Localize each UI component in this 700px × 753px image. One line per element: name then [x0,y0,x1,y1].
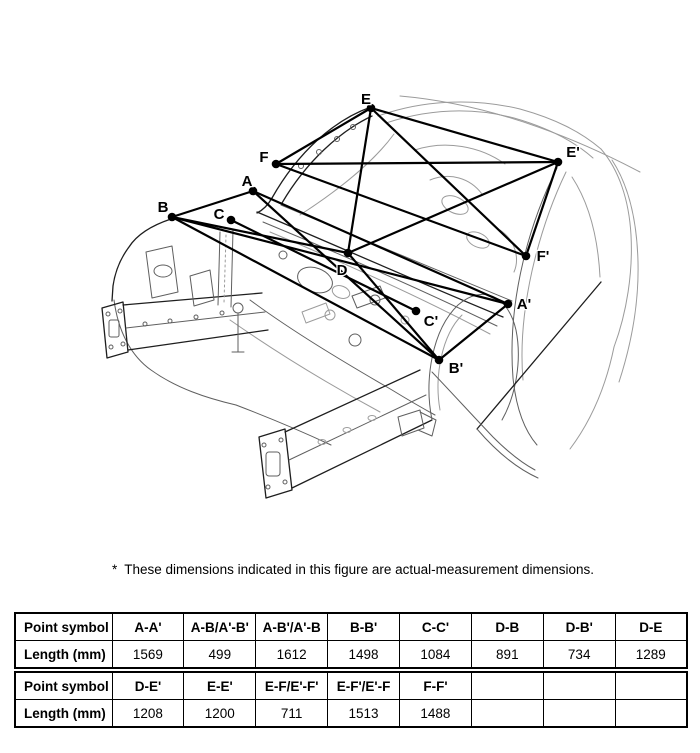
cell-symbols-3: E-F'/E'-F [328,672,400,700]
cell-lengths-2: 711 [256,700,328,728]
row-header: Point symbol [15,672,112,700]
dimension-tables [14,612,688,728]
cell-lengths-1: 1200 [184,700,256,728]
point-label-bp: B' [448,360,464,377]
measure-line-d-e [348,108,371,253]
table-row-lengths [15,641,687,669]
point-label-ep: E' [566,144,580,161]
figure-note [112,562,594,577]
cell-lengths-0: 1569 [112,641,184,669]
point-label-e: E [360,91,372,108]
cell-lengths-7 [615,700,687,728]
cell-symbols-4: C-C' [400,613,472,641]
cell-symbols-1: A-B/A'-B' [184,613,256,641]
dimension-table-1 [14,612,688,669]
point-dot-f [272,160,281,169]
cell-lengths-7: 1289 [615,641,687,669]
cell-lengths-4: 1488 [400,700,472,728]
measure-line-ep-f [276,162,558,164]
point-dot-c [227,216,236,225]
cell-symbols-0: D-E' [112,672,184,700]
cell-lengths-6: 734 [543,641,615,669]
row-header: Length (mm) [15,700,112,728]
cell-symbols-5 [471,672,543,700]
point-dot-d [344,249,353,258]
cell-lengths-5: 891 [471,641,543,669]
measure-line-d-ep [348,162,558,253]
table-row-symbols [15,672,687,700]
cell-symbols-1: E-E' [184,672,256,700]
cell-lengths-6 [543,700,615,728]
point-label-c: C [213,206,225,223]
point-label-a: A [241,173,253,190]
cell-symbols-7 [615,672,687,700]
point-dot-fp [522,252,531,261]
cell-lengths-1: 499 [184,641,256,669]
cell-symbols-2: E-F/E'-F' [256,672,328,700]
row-header: Length (mm) [15,641,112,669]
cell-symbols-6: D-B' [543,613,615,641]
measure-line-ep-fp [526,162,558,256]
point-dot-ap [504,300,513,309]
point-label-b: B [157,199,169,216]
cell-symbols-0: A-A' [112,613,184,641]
cell-symbols-7: D-E [615,613,687,641]
point-label-fp: F' [536,248,550,265]
measure-line-a-b [172,191,253,217]
cell-lengths-0: 1208 [112,700,184,728]
cell-lengths-2: 1612 [256,641,328,669]
cell-symbols-5: D-B [471,613,543,641]
note-asterisk: * [112,562,118,577]
note-text: These dimensions indicated in this figure are actual-measurement dimensions. [124,562,595,577]
point-label-d: D [336,262,348,279]
cell-lengths-5 [471,700,543,728]
cell-symbols-6 [543,672,615,700]
point-label-ap: A' [516,296,532,313]
point-dot-ep [554,158,563,167]
table-row-symbols [15,613,687,641]
point-label-f: F [259,149,269,166]
row-header: Point symbol [15,613,112,641]
point-dot-cp [412,307,421,316]
point-dot-b [168,213,177,222]
measure-line-ap-bp [439,304,508,360]
cell-symbols-3: B-B' [328,613,400,641]
cell-lengths-3: 1498 [328,641,400,669]
cell-symbols-2: A-B'/A'-B [256,613,328,641]
measure-line-e-f [276,108,371,164]
point-label-cp: C' [423,313,439,330]
cell-lengths-4: 1084 [400,641,472,669]
table-row-lengths [15,700,687,728]
measure-line-f-fp [276,164,526,256]
measurement-lines [172,108,558,360]
cell-symbols-4: F-F' [400,672,472,700]
point-dot-bp [435,356,444,365]
dimension-table-2 [14,671,688,728]
cell-lengths-3: 1513 [328,700,400,728]
